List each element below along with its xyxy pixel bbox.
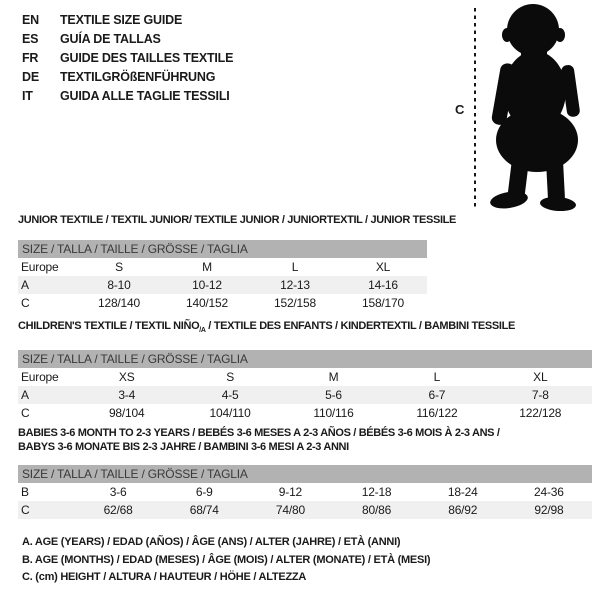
age-cell: 5-6 (325, 388, 342, 403)
junior-size-header: SIZE / TALLA / TAILLE / GRÖSSE / TAGLIA (18, 240, 427, 258)
age-cell: 7-8 (531, 388, 549, 403)
row-label: C (21, 503, 30, 517)
age-cell: 14-16 (368, 278, 398, 292)
language-row-en (22, 11, 233, 30)
children-table-title: CHILDREN'S TEXTILE / TEXTIL $NIÑO_{/A}$ / TEXTILE DES ENFANTS / KINDERTEXTIL / BAMBINI TESSILE (18, 320, 515, 335)
footnote-b: B. AGE (MONTHS) / EDAD (MESES) / ÂGE (MOIS) / ALTER (MONATE) / ETÀ (MESI) (22, 553, 431, 566)
age-cell: 6-7 (428, 388, 446, 403)
language-row-de (22, 68, 233, 87)
age-cell: 6-9 (195, 485, 213, 499)
title-subscript: /A (199, 327, 206, 335)
table-row (18, 483, 592, 501)
language-code: DE (22, 70, 39, 84)
height-cell: 74/80 (275, 503, 305, 517)
language-code: IT (22, 89, 33, 103)
height-cell: 128/140 (98, 296, 140, 310)
table-row (18, 276, 427, 294)
babies-table-title-line1: BABIES 3-6 MONTH TO 2-3 YEARS / BEBÉS 3-6 MESES A 2-3 AÑOS / BÉBÉS 3-6 MOIS À 2-3 ANS / (18, 427, 500, 439)
language-title: TEXTILGRÖßENFÜHRUNG (60, 70, 216, 84)
babies-textile-table (18, 426, 592, 519)
legend-footnotes (22, 534, 430, 587)
junior-textile-table (18, 213, 457, 312)
language-list (22, 11, 233, 106)
children-textile-table (18, 319, 592, 422)
age-cell: 9-12 (278, 485, 303, 499)
language-title: TEXTILE SIZE GUIDE (60, 13, 183, 27)
size-cell: M (328, 370, 339, 385)
language-row-fr (22, 49, 233, 68)
language-title: GUIDA ALLE TAGLIE TESSILI (60, 89, 230, 103)
footnote-c: C. (cm) HEIGHT / ALTURA / HAUTEUR / HÖHE / ALTEZZA (22, 571, 307, 583)
age-cell: 8-10 (107, 278, 131, 292)
age-cell: 18-24 (447, 485, 478, 499)
age-cell: 10-12 (192, 278, 222, 292)
height-cell: 110/116 (313, 406, 354, 421)
row-label: Europe (21, 260, 59, 274)
language-code: ES (22, 32, 39, 46)
toddler-silhouette-image (483, 3, 595, 211)
babies-size-header: SIZE / TALLA / TAILLE / GRÖSSE / TAGLIA (18, 465, 592, 483)
age-cell: 3-6 (109, 485, 127, 499)
height-measure-dotted-line (474, 8, 476, 210)
table-row (18, 404, 592, 422)
children-size-header: SIZE / TALLA / TAILLE / GRÖSSE / TAGLIA (18, 350, 592, 368)
height-cell: 116/122 (416, 406, 458, 421)
height-cell: 92/98 (534, 503, 564, 517)
language-code: EN (22, 13, 39, 27)
height-cell: 158/170 (362, 296, 404, 310)
size-cell: M (202, 260, 212, 274)
height-cell: 152/158 (274, 296, 316, 310)
table-row (18, 501, 592, 519)
height-cell: 68/74 (189, 503, 219, 517)
table-row (18, 294, 427, 312)
junior-table-title: JUNIOR TEXTILE / TEXTIL JUNIOR/ TEXTILE JUNIOR / JUNIORTEXTIL / JUNIOR TESSILE (18, 214, 457, 226)
size-cell: XL (533, 370, 548, 385)
language-row-it (22, 87, 233, 106)
height-cell: 140/152 (186, 296, 228, 310)
height-cell: 98/104 (108, 406, 145, 421)
size-cell: L (433, 370, 441, 385)
babies-table-title-line2: BABYS 3-6 MONATE BIS 2-3 JAHRE / BAMBINI 3-6 MESI A 2-3 ANNI (18, 441, 349, 453)
age-cell: 24-36 (534, 485, 564, 499)
language-title: GUIDE DES TAILLES TEXTILE (60, 51, 234, 65)
row-label: C (21, 296, 30, 310)
height-cell: 122/128 (519, 406, 562, 421)
row-label: A (21, 278, 29, 292)
height-cell: 62/68 (103, 503, 133, 517)
language-title: GUÍA DE TALLAS (60, 32, 161, 46)
age-cell: 12-13 (280, 278, 310, 292)
age-cell: 12-18 (361, 485, 392, 499)
table-row (18, 258, 427, 276)
height-cell: 104/110 (209, 406, 251, 421)
size-cell: S (226, 370, 234, 385)
height-cell: 86/92 (448, 503, 478, 517)
size-cell: S (115, 260, 123, 274)
size-cell: XS (118, 370, 135, 385)
size-cell: XL (375, 260, 391, 274)
language-row-es (22, 30, 233, 49)
table-row (18, 386, 592, 404)
row-label: Europe (21, 370, 59, 385)
footnote-a: A. AGE (YEARS) / EDAD (AÑOS) / ÂGE (ANS) / ALTER (JAHRE) / ETÀ (ANNI) (22, 536, 401, 548)
height-measure-label: C (455, 102, 465, 117)
height-cell: 80/86 (362, 503, 392, 517)
table-row (18, 368, 592, 386)
row-label: B (21, 485, 29, 499)
row-label: C (21, 406, 30, 421)
age-cell: 3-4 (118, 388, 136, 403)
age-cell: 4-5 (221, 388, 239, 403)
language-code: FR (22, 51, 39, 65)
row-label: A (21, 388, 29, 403)
size-cell: L (291, 260, 299, 274)
